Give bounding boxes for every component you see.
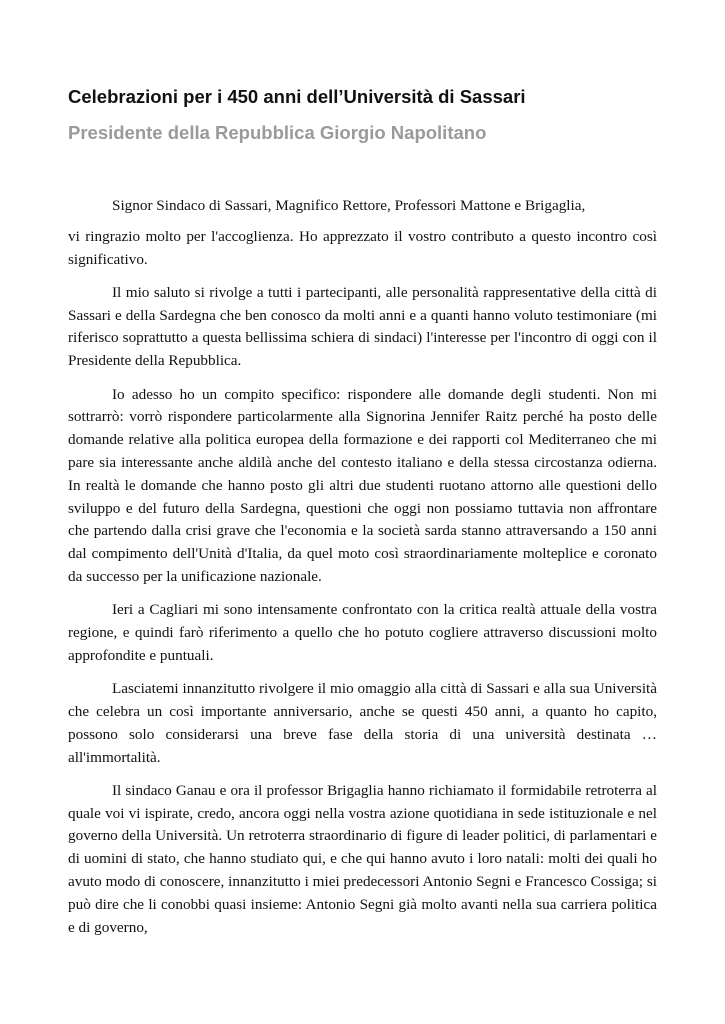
paragraph-homage: Lasciatemi innanzitutto rivolgere il mio omaggio alla città di Sassari e alla sua Università che celebra un così importante anniversario, anche se questi 450 anni, a quanto ho capito, possono solo considerarsi una breve fase della storia di una università destinata … all'immortalità. (68, 680, 657, 766)
paragraph-cagliari: Ieri a Cagliari mi sono intensamente confrontato con la critica realtà attuale della vostra regione, e quindi farò riferimento a quello che ho potuto cogliere attraverso discussioni molto approfondite e puntuali. (68, 601, 657, 664)
document-title: Celebrazioni per i 450 anni dell’Università di Sassari (68, 86, 526, 107)
paragraph-heritage: Il sindaco Ganau e ora il professor Brigaglia hanno richiamato il formidabile retroterra al quale voi vi ispirate, credo, ancora oggi nella vostra azione quotidiana in sede istituzionale e nel governo della Università. Un retroterra straordinario di figure di leader politici, di parlamentari e di uomini di stato, che hanno studiato qui, e che qui hanno avuto i loro natali: molti dei quali ho avuto modo di conoscere, innanzitutto i miei predecessori Antonio Segni e Francesco Cossiga; si può dire che li conobbi quasi insieme: Antonio Segni già molto avanti nella sua carriera politica e di governo, (68, 781, 657, 936)
document-body (68, 195, 657, 939)
paragraph-greeting: Il mio saluto si rivolge a tutti i partecipanti, alle personalità rappresentative della città di Sassari e della Sardegna che ben conosco da molti anni e a quanti hanno voluto testimoniare (mi riferisco soprattutto a questa bellissima schiera di sindaci) l'interesse per l'incontro di oggi con il Presidente della Repubblica. (68, 283, 657, 370)
paragraph-salutation: Signor Sindaco di Sassari, Magnifico Rettore, Professori Mattone e Brigaglia, (112, 197, 586, 214)
paragraph-thanks: vi ringrazio molto per l'accoglienza. Ho apprezzato il vostro contributo a questo incontro così significativo. (68, 227, 657, 268)
document-subtitle: Presidente della Repubblica Giorgio Napolitano (68, 122, 487, 143)
paragraph-task: Io adesso ho un compito specifico: rispondere alle domande degli studenti. Non mi sottrarrò: vorrò rispondere particolarmente alla Signorina Jennifer Raitz perché ha posto delle domande relative alla politica europea della formazione e dei rapporti col Mediterraneo che mi pare sia interessante anche aldilà anche del contesto italiano e della stessa circostanza odierna. In realtà le domande che hanno posto gli altri due studenti ruotano attorno alle questioni dello sviluppo e del futuro della Sardegna, questioni che oggi non possiamo tuttavia non affrontare che partendo dalla crisi grave che l'economia e la società sarda stanno attraversando a 150 anni dal compimento dell'Unità d'Italia, da quel moto così straordinariamente molteplice e coronato da successo per la unificazione nazionale. (68, 385, 657, 585)
